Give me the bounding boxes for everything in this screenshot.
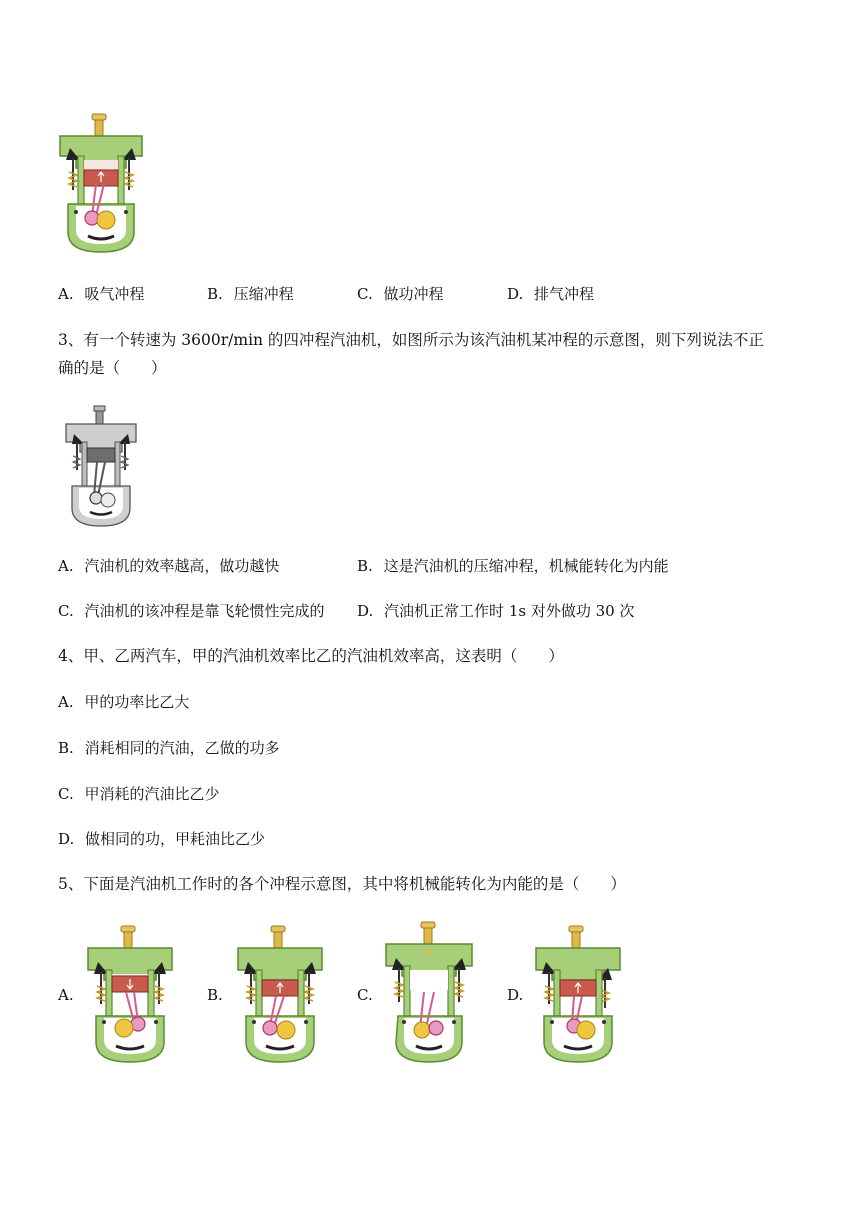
option-letter: B.: [207, 285, 223, 303]
q3-option-d: [357, 601, 634, 621]
option-letter: B.: [58, 739, 74, 757]
option-text: 汽油机的该冲程是靠飞轮惯性完成的: [84, 602, 325, 620]
option-text: 消耗相同的汽油，乙做的功多: [84, 739, 280, 757]
option-text: 这是汽油机的压缩冲程，机械能转化为内能: [383, 557, 669, 575]
q5-label-c: C.: [357, 986, 373, 1004]
option-text: 压缩冲程: [233, 285, 294, 303]
q5-label-a: A.: [58, 986, 74, 1004]
option-letter: C.: [58, 602, 74, 620]
option-text: 甲的功率比乙大: [84, 693, 190, 711]
option-letter: A.: [58, 557, 74, 575]
q5-label-d: D.: [507, 986, 524, 1004]
q2-option-a: [58, 284, 144, 304]
option-text: 吸气冲程: [84, 285, 145, 303]
option-letter: C.: [58, 785, 74, 803]
q4-option-a: [58, 692, 189, 712]
q5-engine-d: [532, 924, 624, 1064]
q5-stem: 5、下面是汽油机工作时的各个冲程示意图，其中将机械能转化为内能的是（ ）: [58, 875, 626, 893]
option-letter: D.: [58, 830, 75, 848]
q3-option-b: [357, 556, 669, 576]
q3-stem-line1: 3、有一个转速为 3600r/min 的四冲程汽油机，如图所示为该汽油机某冲程的示意图，则下列说法不正: [58, 331, 764, 349]
q3-stem-line2: 确的是（ ）: [58, 359, 167, 377]
q2-option-b: [207, 284, 294, 304]
option-letter: C.: [357, 285, 373, 303]
option-letter: A.: [58, 285, 74, 303]
option-text: 汽油机的效率越高，做功越快: [84, 557, 280, 575]
q4-option-c: [58, 784, 220, 804]
q2-option-d: [507, 284, 594, 304]
option-text: 做相同的功，甲耗油比乙少: [85, 830, 266, 848]
q4-option-b: [58, 738, 280, 758]
q4-stem: 4、甲、乙两汽车，甲的汽油机效率比乙的汽油机效率高，这表明（ ）: [58, 647, 564, 665]
option-text: 汽油机正常工作时 1s 对外做功 30 次: [384, 602, 635, 620]
option-text: 做功冲程: [383, 285, 444, 303]
q5-label-b: B.: [207, 986, 223, 1004]
option-letter: A.: [58, 693, 74, 711]
q2-option-c: [357, 284, 444, 304]
option-text: 排气冲程: [534, 285, 595, 303]
q4-option-d: [58, 829, 265, 849]
q5-engine-c: [382, 920, 476, 1064]
option-letter: D.: [507, 285, 524, 303]
q3-engine-figure: [64, 404, 138, 528]
option-letter: D.: [357, 602, 374, 620]
option-letter: B.: [357, 557, 373, 575]
q5-engine-a: [84, 924, 176, 1064]
q5-engine-b: [234, 924, 326, 1064]
q3-option-c: [58, 601, 325, 621]
q2-engine-figure: [56, 112, 146, 254]
q3-option-a: [58, 556, 279, 576]
option-text: 甲消耗的汽油比乙少: [84, 785, 220, 803]
